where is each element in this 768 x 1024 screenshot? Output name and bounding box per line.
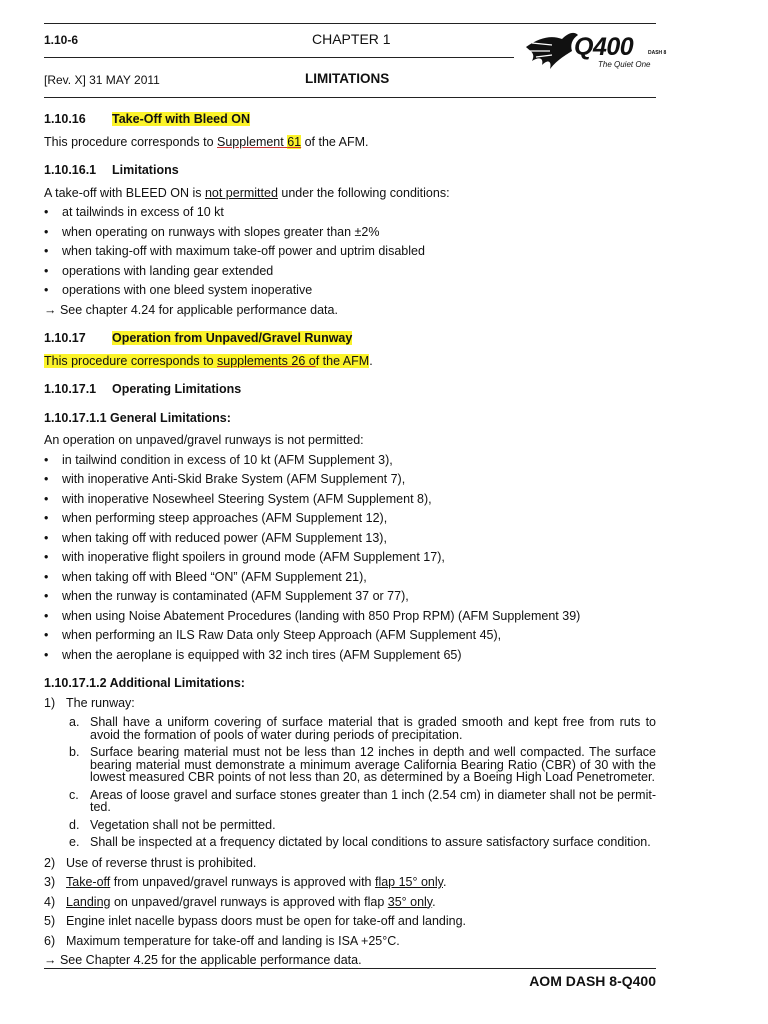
revision-date: [Rev. X] 31 MAY 2011	[44, 73, 160, 87]
subsection-heading-limitations	[44, 161, 656, 181]
numbered-item	[44, 912, 656, 932]
sub-item	[44, 789, 656, 814]
list-item: • when the runway is contaminated (AFM Supplement 37 or 77),	[44, 587, 656, 607]
procedure-reference	[44, 133, 656, 153]
lead-text: A take-off with BLEED ON is	[44, 185, 205, 200]
additional-limitations-heading: 1.10.17.1.2 Additional Limitations:	[44, 676, 245, 690]
section-heading-title: Operation from Unpaved/Gravel Runway	[112, 331, 353, 345]
lead-text-end: under the following conditions:	[277, 185, 450, 200]
sub-item-text: Surface bearing material must not be less than 12 inches in depth and well compacted. The surface bearing material must demonstrate a minimum average California Bearing Ratio (CBR) of 30 with the lowest measured CBR points of not less than 20, as determined by a Boeing High Load Penetrometer.	[90, 745, 656, 784]
item-text: The runway:	[66, 695, 135, 710]
takeoff-text: Take-off	[66, 875, 111, 889]
conditions-lead	[44, 184, 656, 204]
sub-item-letter: e.	[69, 835, 80, 849]
footer-doc-title: AOM DASH 8-Q400	[529, 973, 656, 989]
list-item: • at tailwinds in excess of 10 kt	[44, 203, 656, 223]
list-item: • when taking-off with maximum take-off power and uptrim disabled	[44, 242, 656, 262]
ref-text: This procedure corresponds to	[44, 353, 218, 368]
ref-text-end: f the AFM	[315, 353, 370, 368]
numbered-item	[44, 932, 656, 952]
logo-dash-text: DASH 8	[648, 50, 667, 56]
item-text: Use of reverse thrust is prohibited.	[66, 855, 257, 870]
sub-item	[44, 716, 656, 741]
sub-item-letter: d.	[69, 817, 80, 832]
item-period: .	[432, 894, 436, 909]
sub-item-text: Vegetation shall not be permitted.	[90, 817, 276, 832]
flap-setting: 35° only	[387, 894, 433, 909]
list-item: • operations with landing gear extended	[44, 262, 656, 282]
performance-data-ref: → See chapter 4.24 for applicable performance data.	[44, 302, 338, 317]
numbered-item	[44, 893, 656, 913]
flap-setting: flap 15° only	[374, 875, 443, 889]
supplement-ref: Supplement	[217, 134, 288, 149]
subsection-title: Operating Limitations	[112, 382, 242, 396]
list-item: • in tailwind condition in excess of 10 kt (AFM Supplement 3),	[44, 451, 656, 471]
sub-item	[44, 836, 656, 849]
supplement-ref: supplements 26 o	[217, 353, 316, 368]
landing-text: Landing	[66, 894, 111, 909]
item-text: from unpaved/gravel runways is approved with	[110, 875, 375, 889]
list-item: • when using Noise Abatement Procedures (landing with 850 Prop RPM) (AFM Supplement 39)	[44, 607, 656, 627]
procedure-reference-2	[44, 352, 656, 372]
sub-item-letter: b.	[69, 745, 80, 759]
sub-item-letter: c.	[69, 787, 79, 802]
ref-text-end: of the AFM.	[301, 134, 369, 149]
section-heading-1-10-17	[44, 329, 656, 349]
sub-item-text: Areas of loose gravel and surface stones greater than 1 inch (2.54 cm) in diameter shall not be permit-ted.	[90, 787, 656, 814]
item-number: 2)	[44, 855, 56, 870]
general-limitations-list	[44, 451, 656, 666]
list-item: • operations with one bleed system inoperative	[44, 281, 656, 301]
chapter-title: CHAPTER 1	[312, 31, 391, 47]
section-number: 1.10.16	[44, 112, 86, 126]
sub-item-text: Shall have a uniform covering of surface material that is graded smooth and kept free from ruts to avoid the formation of pools of water during periods of precipitation.	[90, 715, 656, 742]
not-permitted-text: not permitted	[204, 185, 278, 200]
item-number: 3)	[44, 875, 56, 889]
header-mid-rule	[44, 57, 514, 58]
sub-item-text: Shall be inspected at a frequency dictated by local conditions to assure satisfactory surface condition.	[90, 835, 651, 849]
item-text: on unpaved/gravel runways is approved with flap	[110, 894, 388, 909]
list-item: • when taking off with reduced power (AFM Supplement 13),	[44, 529, 656, 549]
item-period: .	[442, 875, 447, 889]
general-limitations-lead: An operation on unpaved/gravel runways is not permitted:	[44, 433, 364, 447]
numbered-item	[44, 694, 656, 714]
item-number: 5)	[44, 914, 56, 928]
item-number: 1)	[44, 695, 56, 710]
ref-text: This procedure corresponds to	[44, 134, 218, 149]
page-number: 1.10-6	[44, 33, 79, 47]
list-item: • when performing steep approaches (AFM Supplement 12),	[44, 509, 656, 529]
list-item: • when operating on runways with slopes greater than ±2%	[44, 223, 656, 243]
numbered-item	[44, 873, 656, 893]
list-item: • when the aeroplane is equipped with 32 inch tires (AFM Supplement 65)	[44, 646, 656, 666]
list-item: • with inoperative Anti-Skid Brake System (AFM Supplement 7),	[44, 470, 656, 490]
subsection-heading-operating-limitations	[44, 380, 656, 400]
section-title: LIMITATIONS	[305, 71, 390, 86]
section-heading-title: Take-Off with Bleed ON	[112, 112, 250, 126]
list-item: • with inoperative flight spoilers in ground mode (AFM Supplement 17),	[44, 548, 656, 568]
sub-item-letter: a.	[69, 715, 80, 729]
subsection-title: Limitations	[112, 163, 179, 177]
subsection-number: 1.10.17.1	[44, 382, 97, 396]
general-limitations-heading: 1.10.17.1.1 General Limitations:	[44, 410, 231, 425]
footer-rule	[44, 968, 656, 969]
list-item: • when taking off with Bleed “ON” (AFM Supplement 21),	[44, 568, 656, 588]
logo-tagline: The Quiet One	[598, 60, 651, 69]
sub-item	[44, 746, 656, 784]
section-number: 1.10.17	[44, 331, 86, 345]
list-item: • with inoperative Nosewheel Steering System (AFM Supplement 8),	[44, 490, 656, 510]
ref-period: .	[369, 353, 373, 368]
item-number: 6)	[44, 933, 56, 948]
subsection-number: 1.10.16.1	[44, 163, 97, 177]
logo-q400-text: Q400	[574, 33, 634, 61]
list-item: • when performing an ILS Raw Data only Steep Approach (AFM Supplement 45),	[44, 626, 656, 646]
performance-data-ref-2: → See Chapter 4.25 for the applicable performance data.	[44, 953, 362, 967]
item-text: Maximum temperature for take-off and landing is ISA +25°C.	[66, 933, 400, 948]
sub-item	[44, 819, 656, 832]
supplement-number: 61	[287, 134, 302, 149]
bleed-conditions-list	[44, 203, 656, 301]
item-number: 4)	[44, 894, 56, 909]
header-top-rule	[44, 23, 656, 24]
header-bottom-rule	[44, 97, 656, 98]
page-content	[44, 110, 656, 971]
numbered-item	[44, 854, 656, 874]
section-heading-1-10-16	[44, 110, 656, 130]
item-text: Engine inlet nacelle bypass doors must be open for take-off and landing.	[66, 914, 467, 928]
